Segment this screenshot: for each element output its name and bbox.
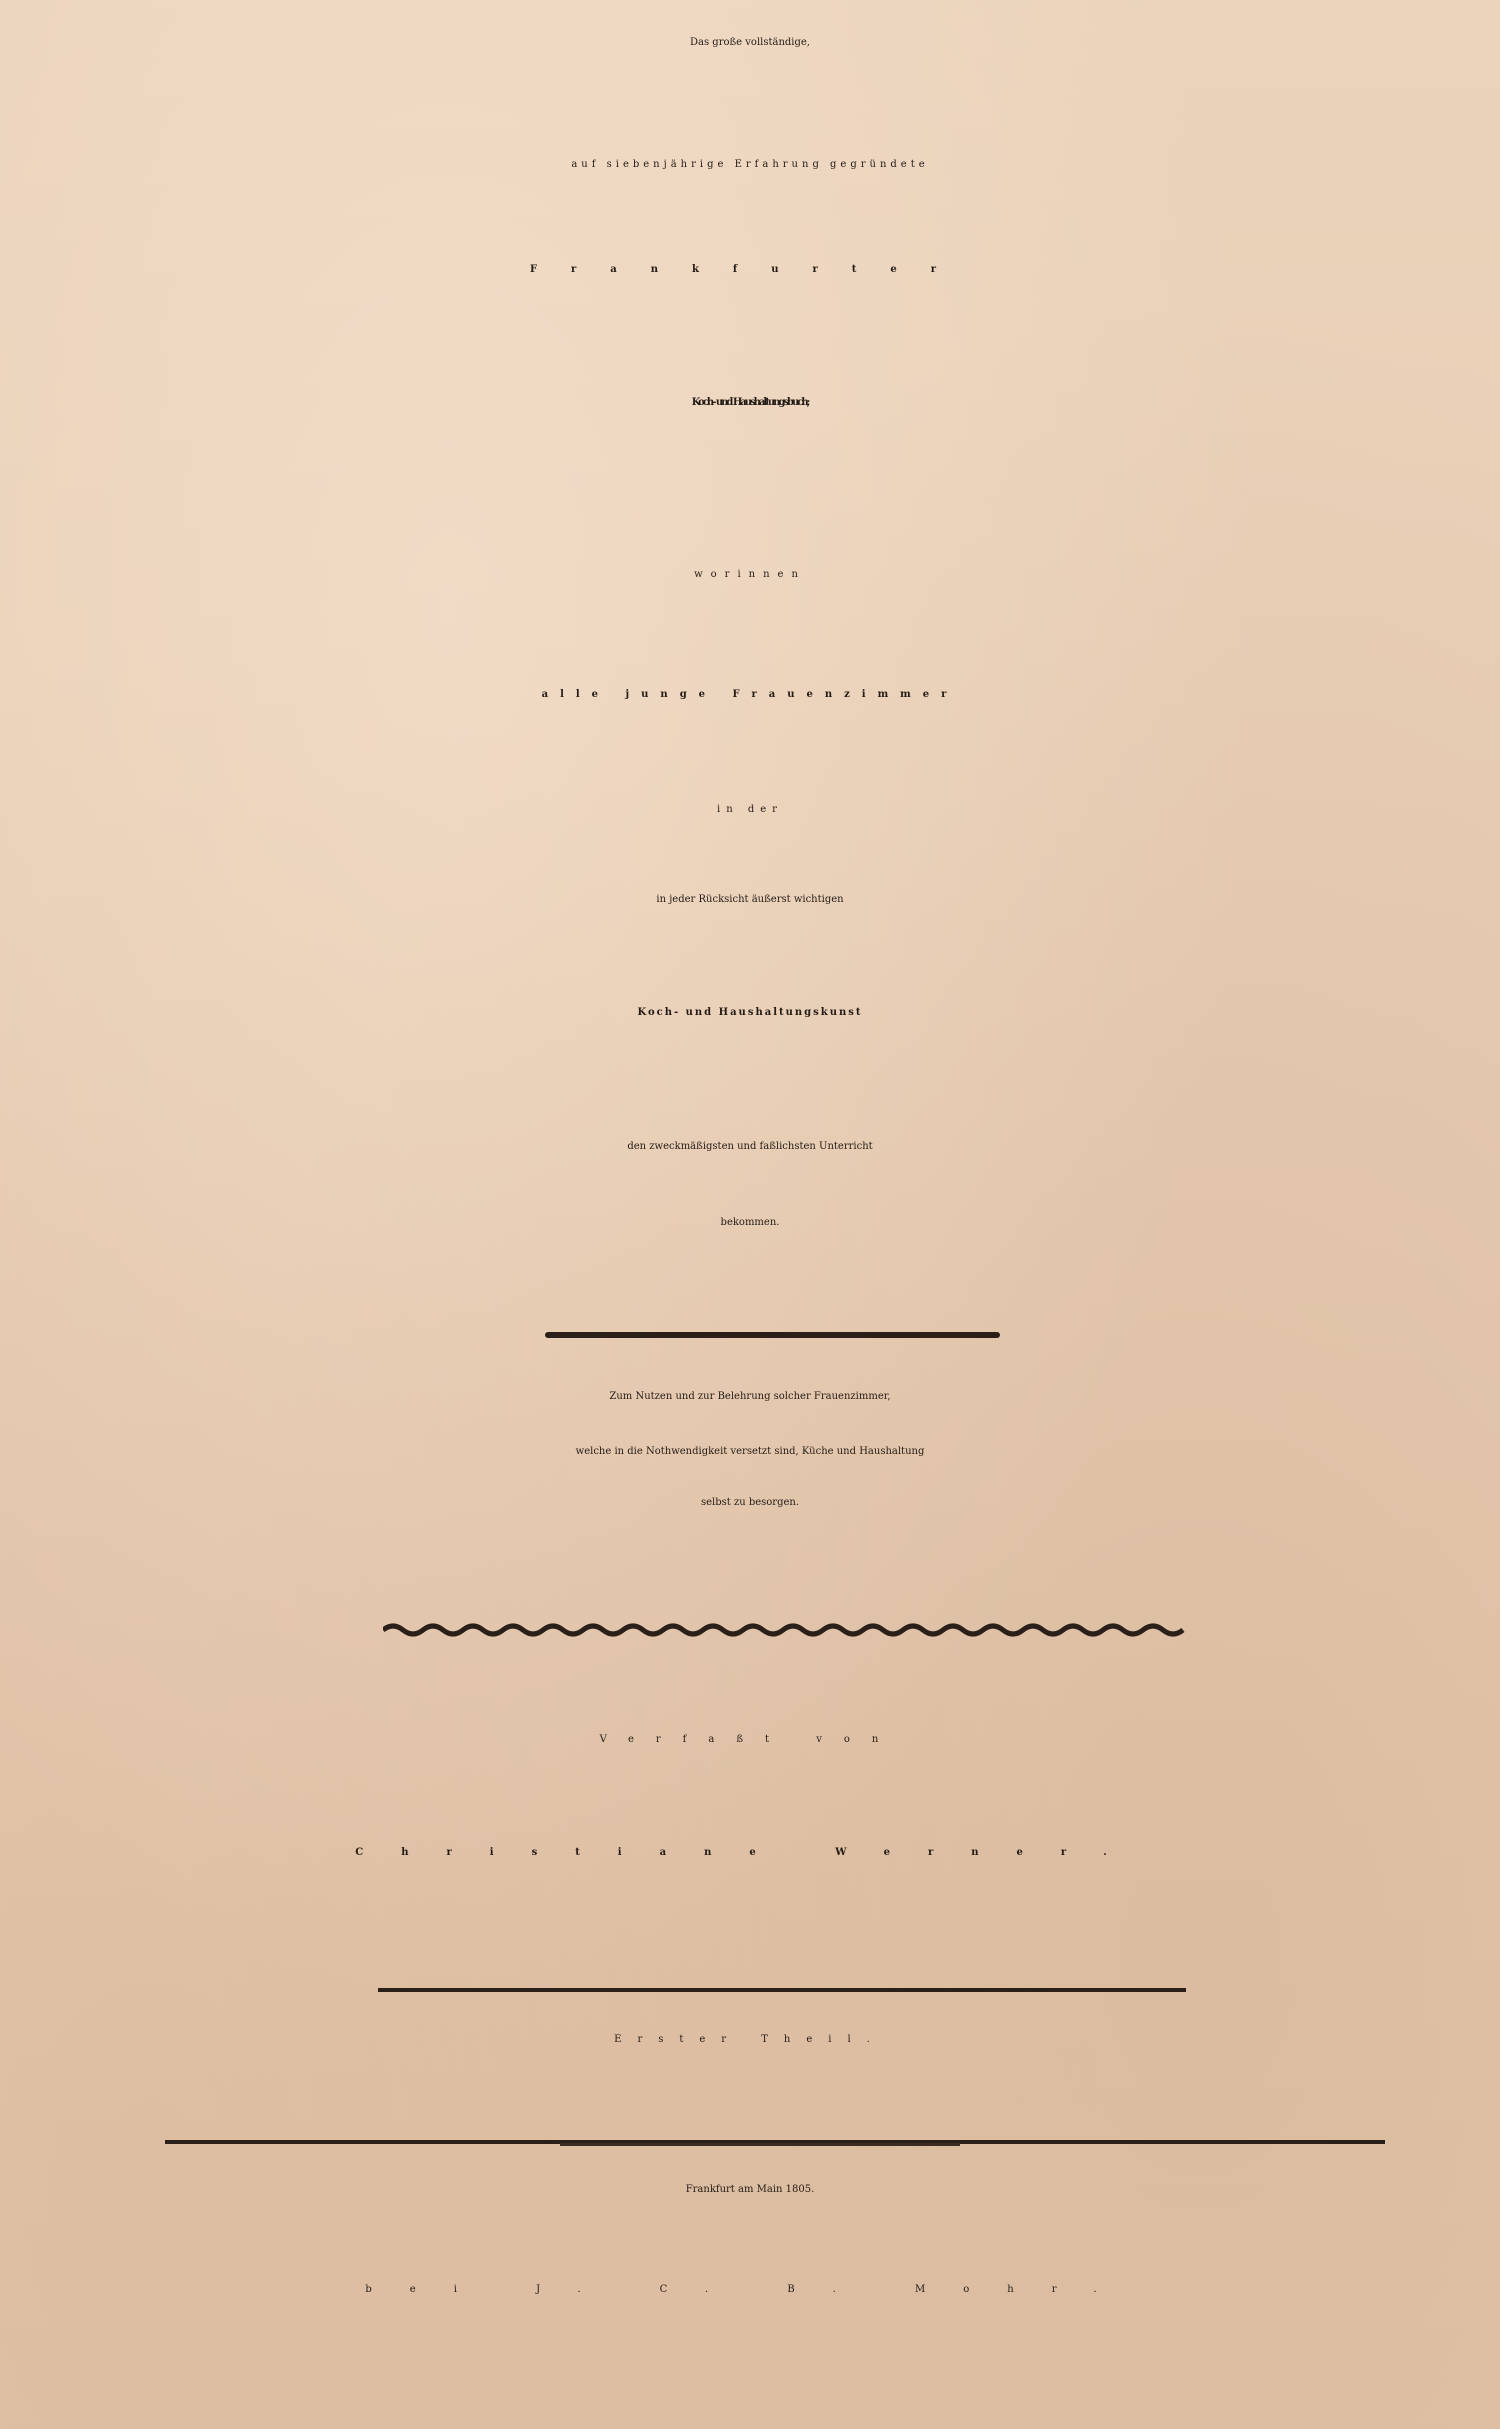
title-line-6: alle junge Frauenzimmer	[541, 689, 959, 700]
subtitle-line-1: Zum Nutzen und zur Belehrung solcher Frauenzimmer,	[609, 1391, 891, 1402]
title-line-10: den zweckmäßigsten und faßlichsten Unterricht	[627, 1141, 873, 1152]
author-name: Christiane Werner.	[355, 1847, 1145, 1858]
divider-rule-2	[378, 1988, 1186, 1992]
title-line-3: Frankfurter	[530, 264, 970, 275]
title-line-5: worinnen	[694, 569, 806, 580]
wavy-divider	[383, 1620, 1188, 1640]
title-line-4: Koch- und Haushaltungsbuch;	[691, 397, 809, 408]
author-prefix: Verfaßt von	[599, 1734, 901, 1745]
subtitle-line-2: welche in die Nothwendigkeit versetzt sind, Küche und Haushaltung	[575, 1446, 925, 1457]
title-line-1: Das große vollständige,	[690, 37, 810, 48]
imprint-publisher: bei J. C. B. Mohr.	[365, 2284, 1135, 2295]
title-line-7: in der	[717, 804, 783, 815]
title-line-11: bekommen.	[720, 1217, 780, 1228]
title-line-9: Koch- und Haushaltungskunst	[637, 1007, 863, 1018]
divider-rule-3-thick	[560, 2143, 960, 2146]
title-line-8: in jeder Rücksicht äußerst wichtigen	[656, 894, 844, 905]
subtitle-line-3: selbst zu besorgen.	[700, 1497, 800, 1508]
divider-rule-1	[545, 1332, 1000, 1338]
volume-label: Erster Theil.	[614, 2034, 886, 2045]
imprint-place-year: Frankfurt am Main 1805.	[685, 2184, 815, 2195]
title-line-2: auf siebenjährige Erfahrung gegründete	[571, 159, 929, 170]
